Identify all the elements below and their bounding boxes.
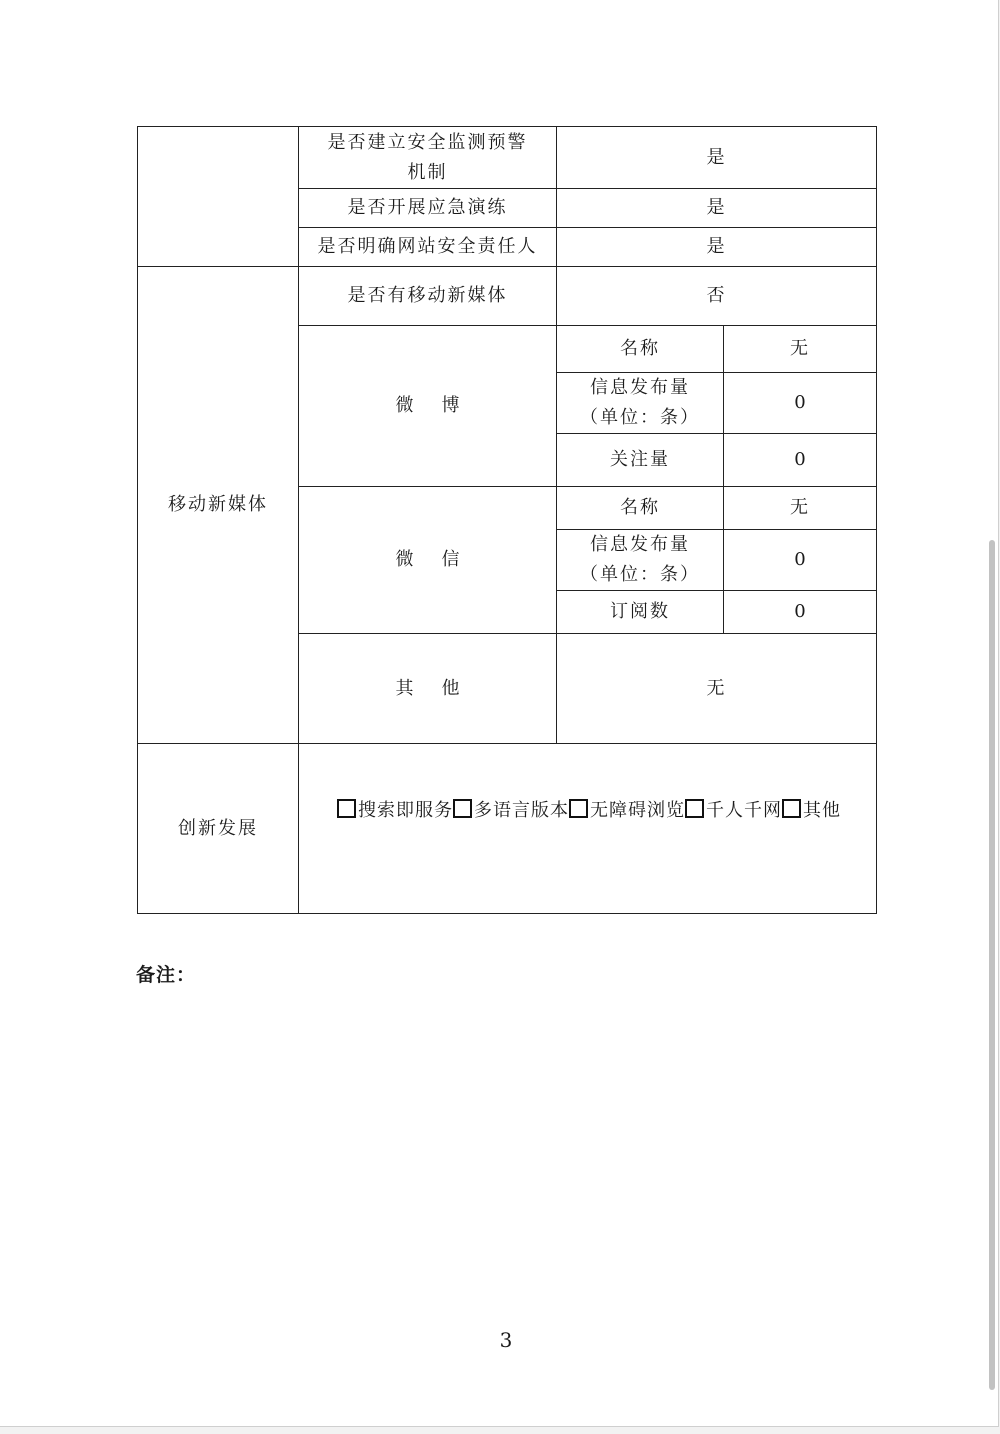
checkbox-icon	[453, 799, 472, 818]
weibo-name-label: 名称	[557, 326, 724, 373]
other-value: 无	[557, 634, 877, 744]
mobile-section-label: 移动新媒体	[138, 267, 299, 744]
responsible-label: 是否明确网站安全责任人	[299, 228, 557, 267]
weibo-label: 微博	[299, 326, 557, 487]
wechat-name-label: 名称	[557, 487, 724, 530]
has-mobile-label: 是否有移动新媒体	[299, 267, 557, 326]
weibo-posts-label: 信息发布量 （单位：条）	[557, 373, 724, 434]
wechat-name-value: 无	[724, 487, 877, 530]
option-other[interactable]: 其他	[782, 800, 841, 821]
remark-label: 备注：	[136, 964, 197, 986]
weibo-followers-label: 关注量	[557, 434, 724, 487]
option-personalized[interactable]: 千人千网	[685, 800, 782, 821]
wechat-subscribers-value: 0	[724, 591, 877, 634]
drill-label: 是否开展应急演练	[299, 189, 557, 228]
drill-value: 是	[557, 189, 877, 228]
other-label: 其他	[299, 634, 557, 744]
weibo-posts-value: 0	[724, 373, 877, 434]
report-table	[137, 126, 877, 914]
monitoring-value: 是	[557, 127, 877, 189]
checkbox-icon	[685, 799, 704, 818]
page-number: 3	[499, 1328, 513, 1352]
weibo-name-value: 无	[724, 326, 877, 373]
wechat-label: 微信	[299, 487, 557, 634]
option-multilingual[interactable]: 多语言版本	[453, 800, 569, 821]
has-mobile-value: 否	[557, 267, 877, 326]
vertical-scrollbar[interactable]	[989, 540, 995, 1390]
checkbox-icon	[337, 799, 356, 818]
option-accessibility[interactable]: 无障碍浏览	[569, 800, 685, 821]
checkbox-icon	[782, 799, 801, 818]
monitoring-label: 是否建立安全监测预警 机制	[299, 127, 557, 189]
innovation-options	[299, 744, 877, 914]
innovation-label: 创新发展	[138, 744, 299, 914]
responsible-value: 是	[557, 228, 877, 267]
checkbox-icon	[569, 799, 588, 818]
wechat-posts-label: 信息发布量 （单位：条）	[557, 530, 724, 591]
security-section-cell	[138, 127, 299, 267]
option-search-service[interactable]: 搜索即服务	[337, 800, 453, 821]
weibo-followers-value: 0	[724, 434, 877, 487]
wechat-posts-value: 0	[724, 530, 877, 591]
wechat-subscribers-label: 订阅数	[557, 591, 724, 634]
